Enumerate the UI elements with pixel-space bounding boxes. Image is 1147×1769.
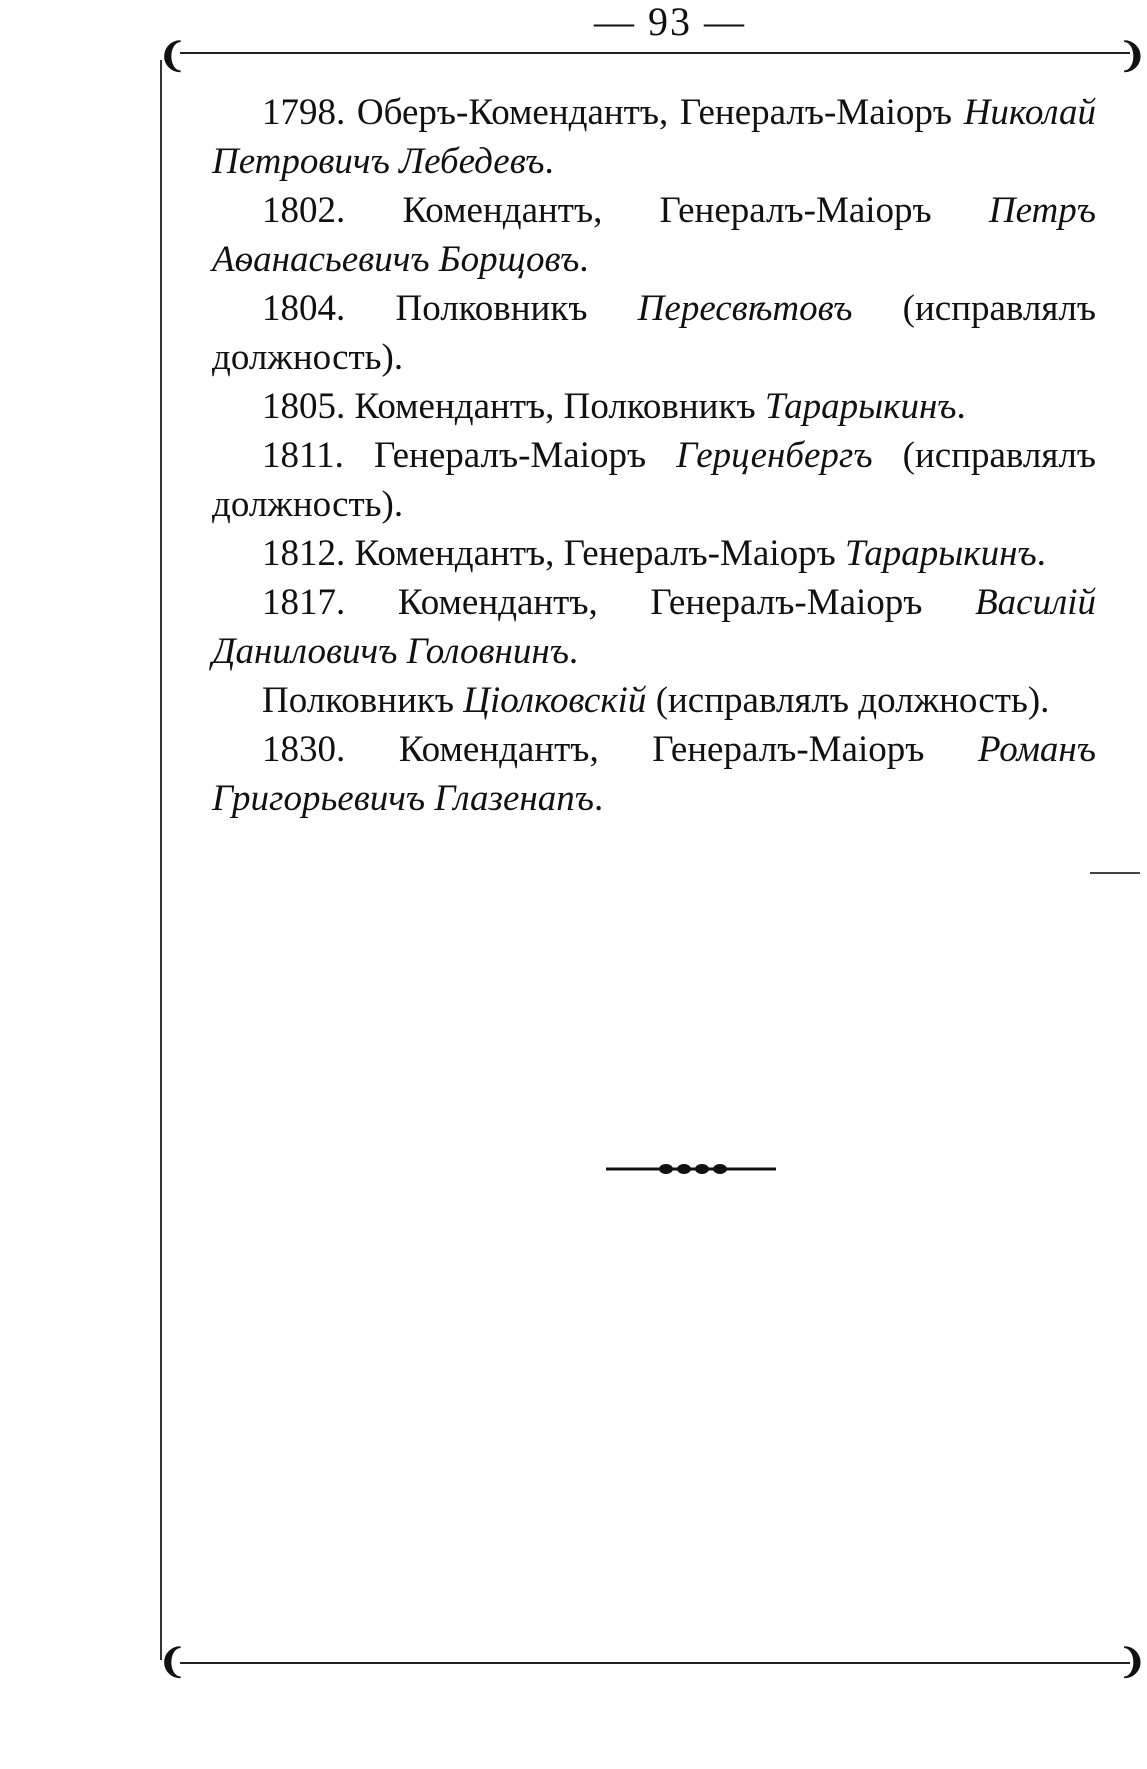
entry-tail: . xyxy=(544,141,554,182)
entry-tail: (исправлялъ должность). xyxy=(646,680,1050,721)
left-border-rule xyxy=(160,60,162,1660)
corner-ornament-icon: ❨ xyxy=(158,38,187,75)
entry-tail: (исправлялъ должность). xyxy=(212,435,1096,525)
entry-year: 1830. xyxy=(262,729,346,770)
entry-text: Комендантъ, Генералъ-Маiоръ xyxy=(345,533,845,574)
entry-text: Комендантъ, Генералъ-Маiоръ xyxy=(345,190,989,231)
entry-tail: . xyxy=(568,631,579,672)
entry-tail: (исправлялъ должность). xyxy=(212,288,1096,378)
list-entry xyxy=(212,725,1096,823)
list-entry xyxy=(212,382,1096,431)
entry-person-name: Герценбергъ xyxy=(676,435,873,476)
top-border-rule xyxy=(180,52,1130,54)
entry-text: Полковникъ xyxy=(262,680,464,721)
entry-text: Комендантъ, Генералъ-Маiоръ xyxy=(345,729,978,770)
list-entry xyxy=(212,578,1096,676)
entry-year: 1805. xyxy=(262,386,346,427)
entry-person-name: Тарарыкинъ xyxy=(764,386,957,427)
margin-dash xyxy=(1090,872,1140,874)
corner-ornament-icon: ❩ xyxy=(1118,38,1147,75)
entry-person-name: Тарарыкинъ xyxy=(845,533,1037,574)
entry-tail: . xyxy=(593,778,604,819)
list-entry xyxy=(212,88,1096,186)
list-entry xyxy=(212,529,1096,578)
entry-year: 1798. xyxy=(262,92,346,133)
entry-person-name: Василiй Даниловичъ Головнинъ xyxy=(212,582,1096,672)
entry-text: Комендантъ, Генералъ-Маiоръ xyxy=(345,582,976,623)
entry-year: 1812. xyxy=(262,533,346,574)
entry-person-name: Николай Петровичъ Лебедевъ xyxy=(212,92,1096,182)
entry-person-name: Петръ Аѳанасьевичъ Борщовъ xyxy=(212,190,1096,280)
entry-tail: . xyxy=(1036,533,1046,574)
entry-year: 1817. xyxy=(262,582,346,623)
list-entry xyxy=(212,431,1096,529)
bottom-border-rule xyxy=(180,1662,1130,1664)
list-entry xyxy=(212,676,1096,725)
page-number: — 93 — xyxy=(594,0,746,44)
list-entry xyxy=(212,284,1096,382)
entry-year: 1811. xyxy=(262,435,344,476)
entry-text: Генералъ-Маiоръ xyxy=(343,435,677,476)
corner-ornament-icon: ❩ xyxy=(1118,1644,1147,1681)
entry-person-name: Цiолковскiй xyxy=(463,680,647,721)
commandant-list xyxy=(212,88,1096,823)
entry-year: 1802. xyxy=(262,190,346,231)
entry-tail: . xyxy=(579,239,589,280)
entry-year: 1804. xyxy=(262,288,346,329)
list-entry xyxy=(212,186,1096,284)
end-ornament-icon xyxy=(606,1162,776,1176)
entry-text: Полковникъ xyxy=(345,288,638,329)
entry-text: Оберъ-Комендантъ, Генералъ-Маiоръ xyxy=(345,92,964,133)
entry-text: Комендантъ, Полковникъ xyxy=(345,386,765,427)
entry-person-name: Пересвѣтовъ xyxy=(637,288,853,329)
entry-tail: . xyxy=(956,386,966,427)
corner-ornament-icon: ❨ xyxy=(158,1644,187,1681)
entry-person-name: Романъ Григорьевичъ Глазенапъ xyxy=(212,729,1096,819)
